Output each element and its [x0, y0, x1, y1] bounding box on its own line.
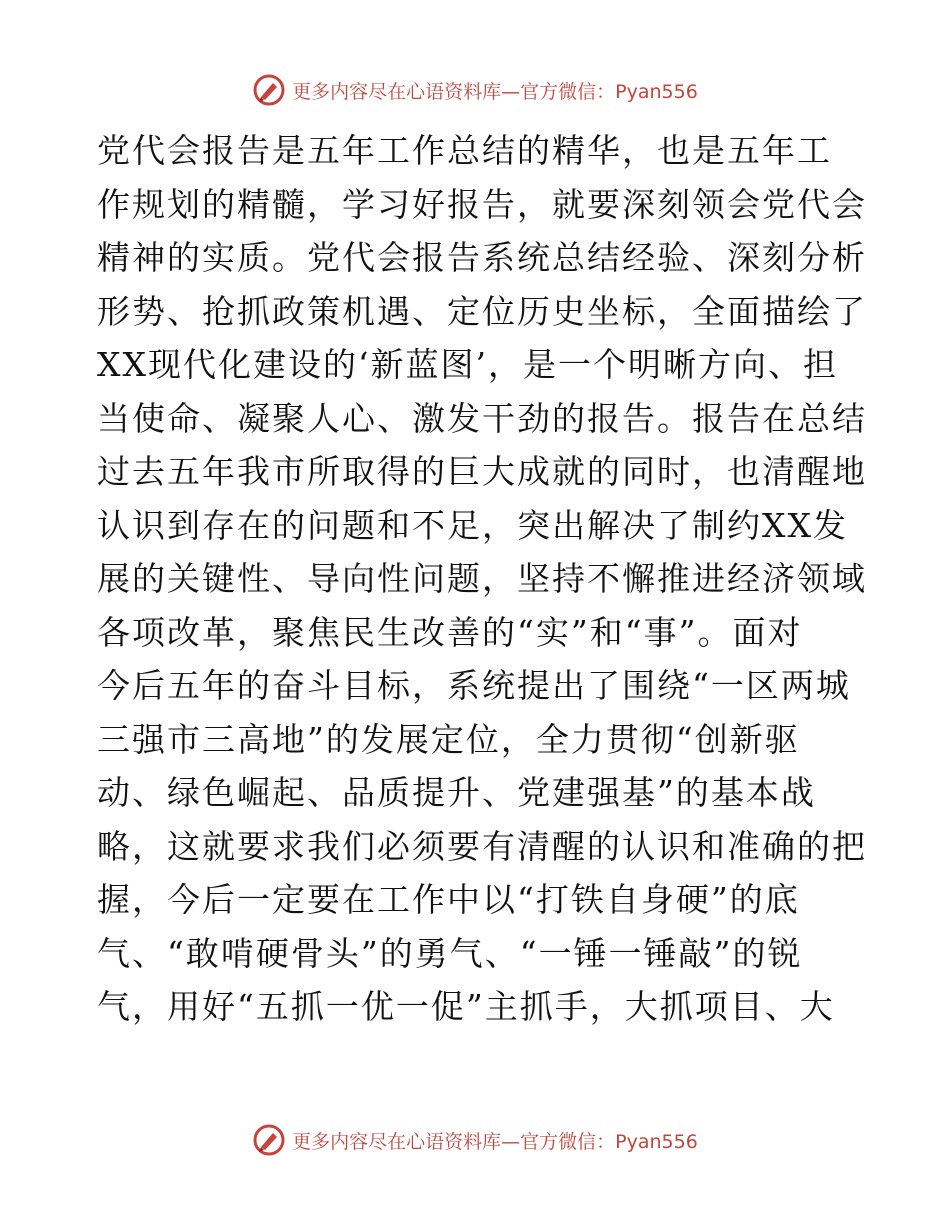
paragraph-line: 党代会报告是五年工作总结的精华，也是五年工: [97, 131, 832, 170]
paragraph-line: 认识到存在的问题和不足，突出解决了制约XX发: [97, 505, 848, 545]
paragraph-line: 精神的实质。党代会报告系统总结经验、深刻分析: [97, 238, 867, 277]
paragraph-line: 略，这就要求我们必须要有清醒的认识和准确的把: [97, 826, 867, 866]
article-body: [97, 124, 867, 1034]
paragraph-line: 展的关键性、导向性问题，坚持不懈推进经济领域: [97, 559, 867, 598]
watermark-text: 更多内容尽在心语资料库—官方微信：Pyan556: [292, 80, 698, 103]
paragraph-line: 今后五年的奋斗目标，系统提出了围绕“一区两城: [97, 666, 851, 705]
paragraph-line: 当使命、凝聚人心、激发干劲的报告。报告在总结: [97, 398, 867, 438]
paragraph-line: 动、绿色崛起、品质提升、党建强基”的基本战: [97, 773, 816, 812]
paragraph-line: 各项改革，聚焦民生改善的“实”和“事”。面对: [97, 612, 803, 652]
paragraph-line: 气，用好“五抓一优一促”主抓手，大抓项目、大: [97, 987, 835, 1026]
watermark-text: 更多内容尽在心语资料库—官方微信：Pyan556: [292, 1130, 698, 1153]
pen-logo-icon: [252, 73, 286, 107]
watermark-footer: [0, 1120, 950, 1160]
pen-logo-icon: [252, 1123, 286, 1157]
paragraph-line: XX现代化建设的‘新蓝图’，是一个明晰方向、担: [97, 345, 838, 384]
paragraph-line: 握，今后一定要在工作中以“打铁自身硬”的底: [97, 880, 800, 919]
paragraph-line: 作规划的精髓，学习好报告，就要深刻领会党代会: [97, 184, 867, 224]
paragraph-line: 气、“敢啃硬骨头”的勇气、“一锤一锤敲”的锐: [97, 933, 803, 973]
paragraph-line: 过去五年我市所取得的巨大成就的同时，也清醒地: [97, 452, 867, 491]
watermark-header: [0, 70, 950, 110]
paragraph-line: 三强市三高地”的发展定位，全力贯彻“创新驱: [97, 719, 800, 759]
paragraph-line: 形势、抢抓政策机遇、定位历史坐标，全面描绘了: [97, 291, 867, 331]
